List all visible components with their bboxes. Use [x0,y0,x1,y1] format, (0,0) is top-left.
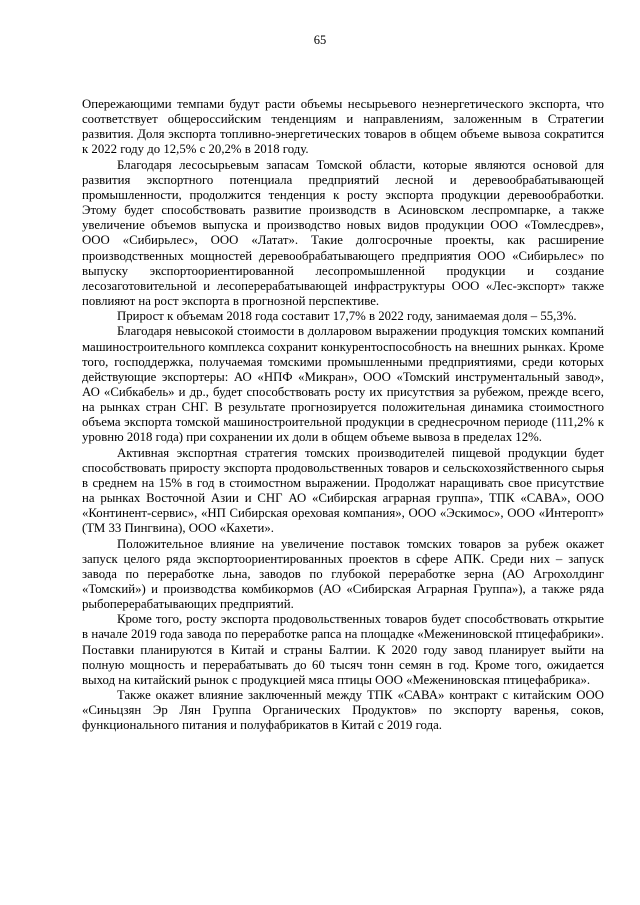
paragraph-timber-growth: Прирост к объемам 2018 года составит 17,7% в 2022 году, занимаемая доля – 55,3%. [117,309,577,324]
paragraph-agro-projects: Положительное влияние на увеличение поставок томских товаров за рубеж окажет запуск целого ряда экспортоориентированных проектов в сфере АПК. Среди них – запуск завода по переработке льна, заводов по глубокой переработке зерна (АО Агрохолдинг «Томский») и производства комбикормов (АО «Сибирская Аграрная Группа»), а также ряда рыбоперерабатывающих предприятий. [82,536,604,612]
paragraph-sava-contract: Также окажет влияние заключенный между ТПК «САВА» контракт с китайским ООО «Синьцзян Эр Лян Группа Органических Продуктов» по экспорту варенья, соков, функционального питания и полуфабрикатов в Китай с 2019 года. [82,688,604,733]
paragraph-nonresource-export: Опережающими темпами будут расти объемы несырьевого неэнергетического экспорта, что соответствует общероссийским тенденциям и направлениям, заложенным в Стратегии развития. Доля экспорта топливно-энергетических товаров в общем объеме вывоза сократится к 2022 году до 12,5% с 20,2% в 2018 году. [82,97,604,157]
paragraph-machine-building: Благодаря невысокой стоимости в долларовом выражении продукция томских компаний машиностроительного комплекса сохранит конкурентоспособность на внешних рынках. Кроме того, господдержка, получаемая томскими промышленными предприятиями, среди которых действующие экспортеры: АО «НПФ «Микран», ООО «Томский инструментальный завод», АО «Сибкабель» и др., будет способствовать росту их присутствия за рубежом, прежде всего, на рынках стран СНГ. В результате прогнозируется положительная динамика стоимостного объема экспорта томской машиностроительной продукции в среднесрочном периоде (111,2% к уровню 2018 года) при сохранении их доли в общем объеме вывоза в пределах 12%. [82,324,604,445]
page-number: 65 [313,33,327,47]
paragraph-rapeseed-plant: Кроме того, росту экспорта продовольственных товаров будет способствовать открытие в начале 2019 года завода по переработке рапса на площадке «Межениновской птицефабрики». Поставки планируются в Китай и страны Балтии. К 2020 году завод планирует выйти на полную мощность и перерабатывать до 60 тысяч тонн семян в год. Кроме того, ожидается выход на китайский рынок с продукцией мяса птицы ООО «Межениновская птицефабрика». [82,612,604,687]
document-body [82,97,604,734]
paragraph-timber-industry: Благодаря лесосырьевым запасам Томской области, которые являются основой для развития экспортного потенциала предприятий лесной и деревообрабатывающей промышленности, продолжится тенденция к росту экспорта продукции деревообработки. Этому будет способствовать развитие производств в Асиновском леспромпарке, а также увеличение объемов выпуска и производство новых видов продукции ООО «Томлесдрев», ООО «Сибирьлес», ООО «Латат». Такие долгосрочные проекты, как расширение производственных мощностей деревообрабатывающего предприятия ООО «Сибирьлес» по выпуску экспортоориентированной лесопромышленной продукции и создание лесозаготовительной и лесоперерабатывающей инфраструктуры ООО «Лес-экспорт» также повлияют на рост экспорта в прогнозной перспективе. [82,157,604,309]
paragraph-food-export-strategy: Активная экспортная стратегия томских производителей пищевой продукции будет способствовать приросту экспорта продовольственных товаров и сельскохозяйственного сырья в среднем на 15% в год в стоимостном выражении. Продолжат наращивать свое присутствие на рынках Восточной Азии и СНГ АО «Сибирская аграрная группа», ТПК «САВА», ООО «Континент-сервис», «НП Сибирская ореховая компания», ООО «Эскимос», ООО «Интеропт» (ТМ 33 Пингвина), ООО «Кахети». [82,445,604,536]
